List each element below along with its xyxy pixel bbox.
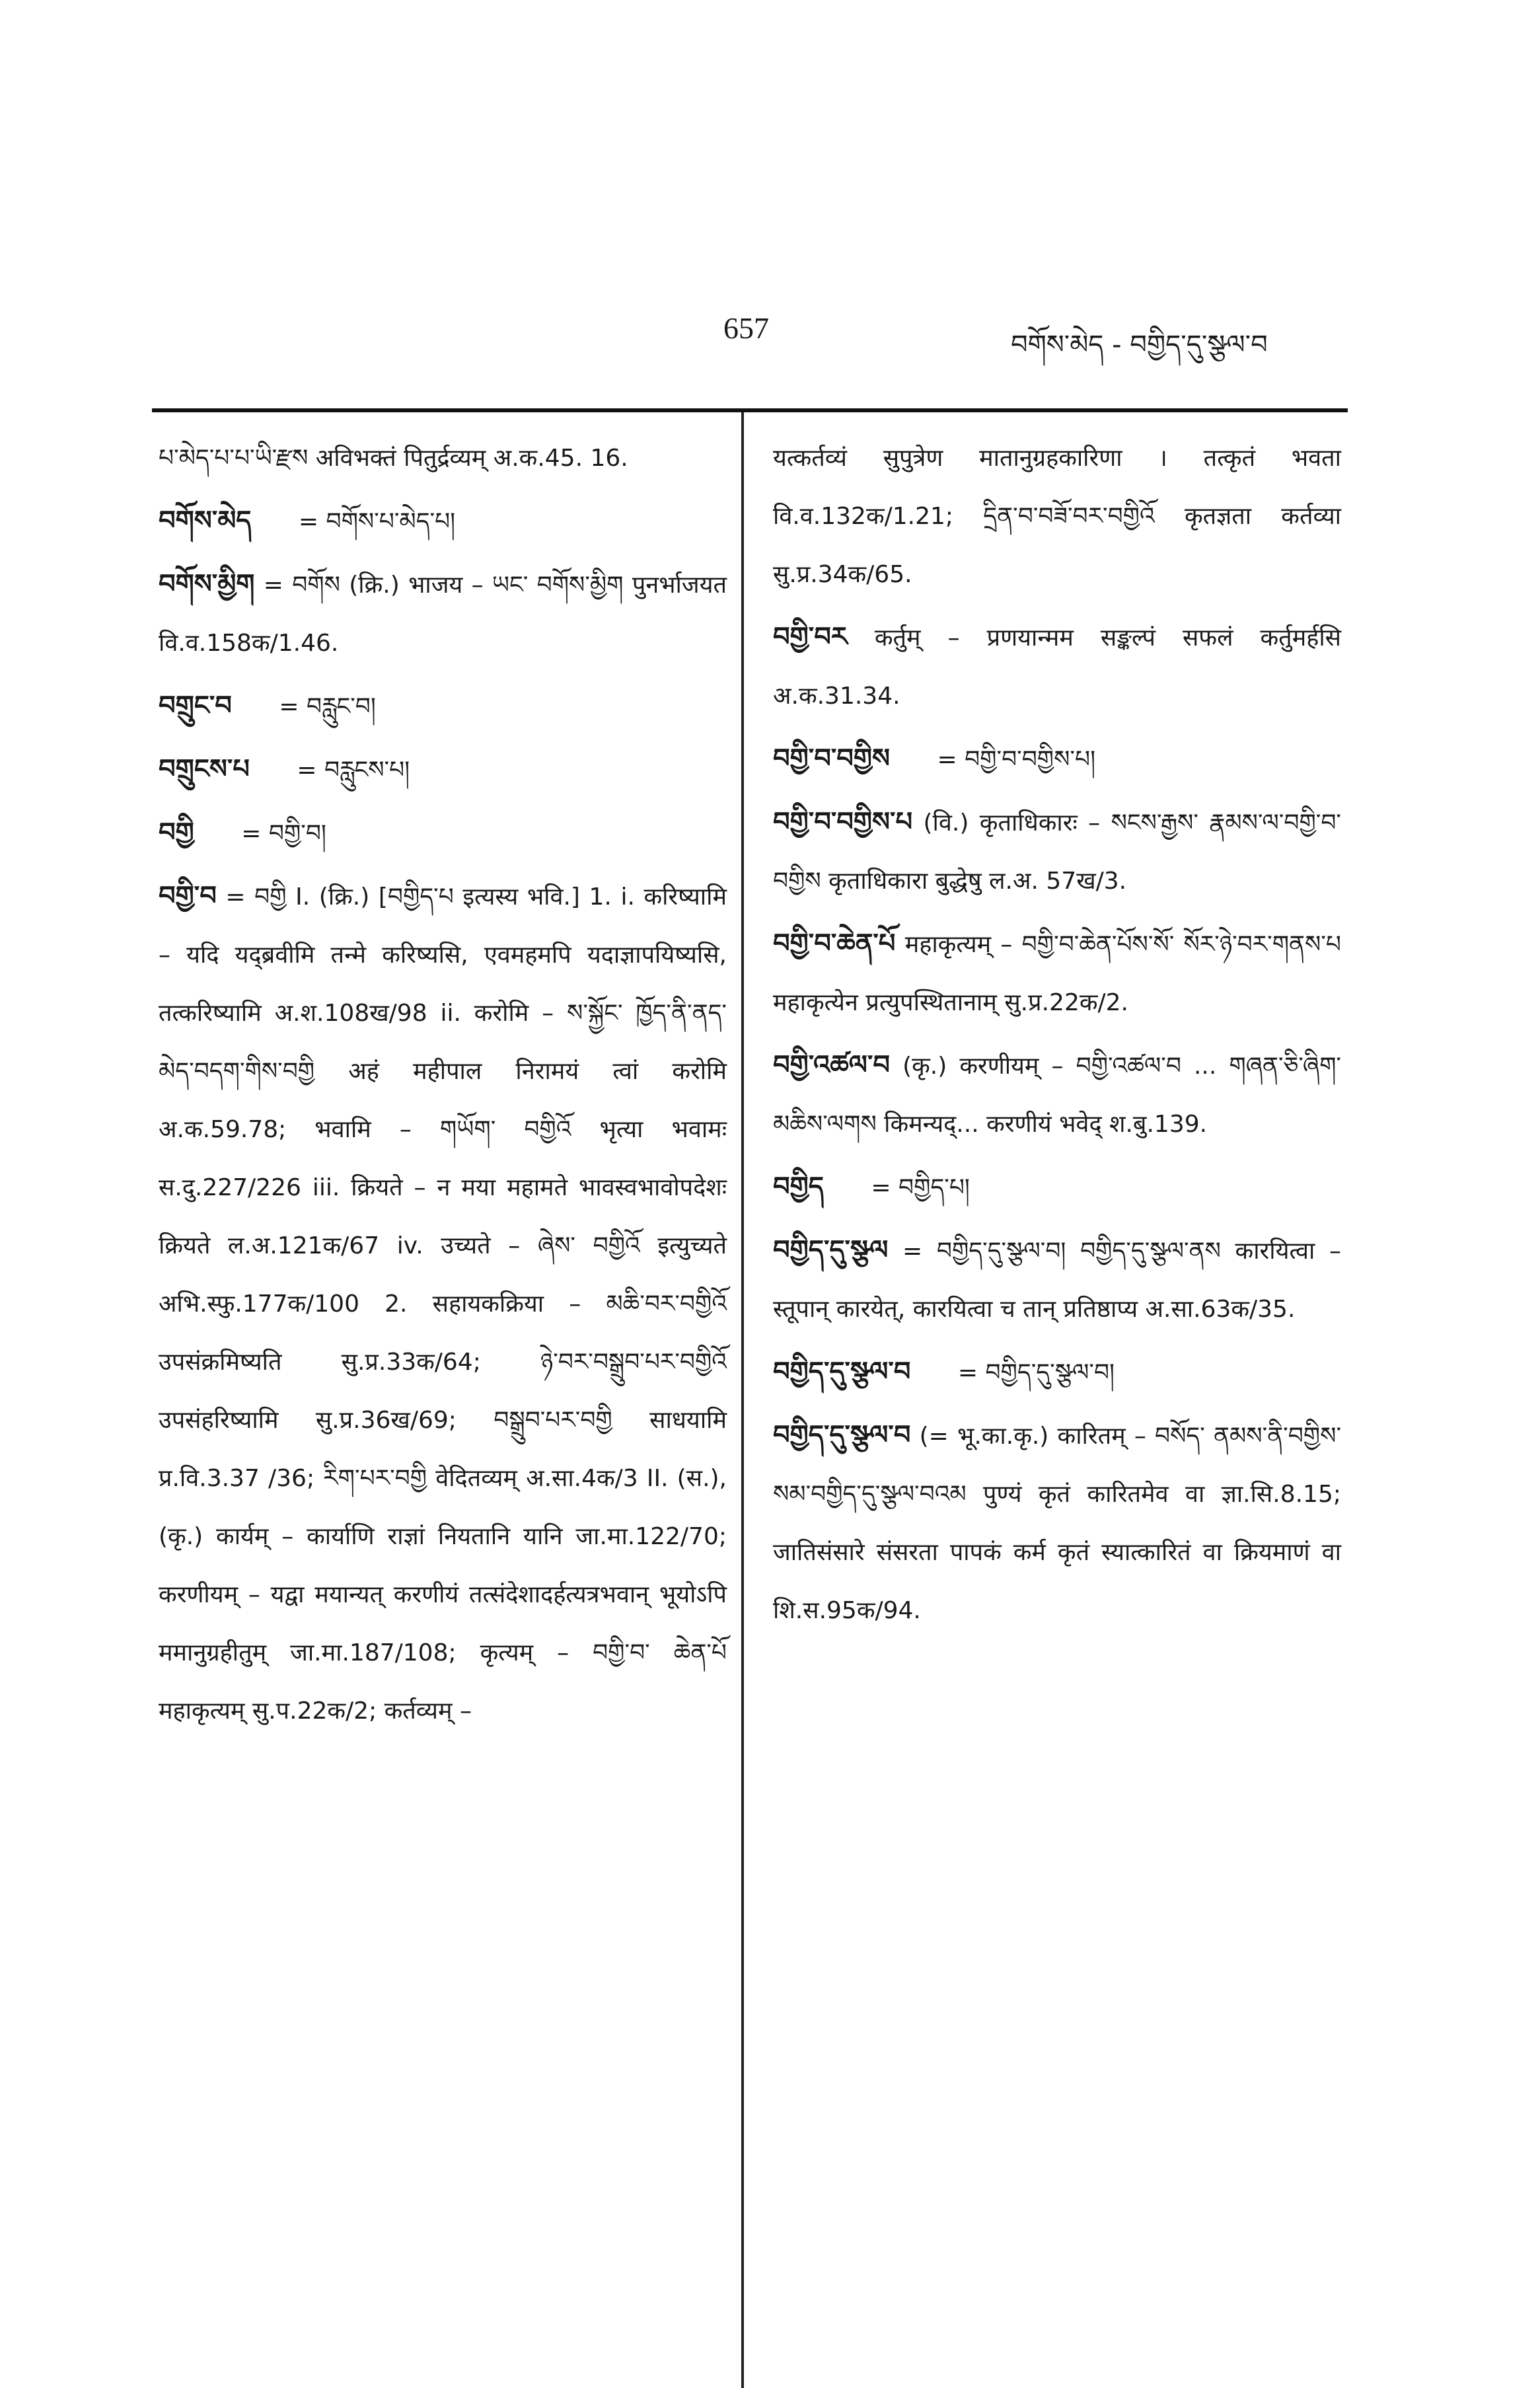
entry-text: = བགོས (क्रि.) भाजय – ཡང་ བགོས་མྱིག पुनर्भाजयत वि.व.158क/1.46. [159,572,727,657]
headword: བགྲུངས་པ [159,754,250,784]
headword: བགྱི [159,817,194,848]
dictionary-entry [159,803,727,863]
headword: བགྱིད་དུ་སྩལ་བ [773,1357,911,1387]
headword: བགྱིད་དུ་སྩལ [773,1235,889,1265]
dictionary-entry [773,429,1341,604]
dictionary-entry [773,793,1341,911]
entry-text: = བགྱིད་དུ་སྩལ་བ། བགྱིད་དུ་སྩལ་ནས कारयित्वा – स्तूपान् कारयेत्, कारयित्वा च तान् प्रतिष्ठाप्य अ.सा.63क/35. [773,1238,1341,1323]
entry-text: = བགྱི I. (क्रि.) [བགྱིད་པ इत्यस्य भवि.] 1. i. करिष्यामि – यदि यद्ब्रवीमि तन्मे करिष्यसि, एवमहमपि यदाज्ञापयिष्यसि, तत्करिष्यामि अ.श.108ख/98 ii. करोमि – ས་སྐྱོང་ ཁྱོད་ནི་ནད་མེད་བདག་གིས་བགྱི अहं महीपाल निरामयं त्वां करोमि अ.क.59.78; भवामि – གཡོག་ བགྱིའོ भृत्या भवामः स.दु.227/226 iii. क्रियते – न मया महामते भावस्वभावोपदेशः क्रियते ल.अ.121क/67 iv. उच्यते – ཞེས་ བགྱིའོ इत्युच्यते अभि.स्फु.177क/100 2. सहायकक्रिया – མཆི་བར་བགྱིའོ उपसंक्रमिष्यति सु.प्र.33क/64; ཉེ་བར་བསྒྲུབ་པར་བགྱིའོ उपसंहरिष्यामि सु.प्र.36ख/69; བསྒྲུབ་པར་བགྱི साधयामि प्र.वि.3.37 /36; རིག་པར་བགྱི वेदितव्यम् अ.सा.4क/3 II. (स.), (कृ.) कार्यम् – कार्याणि राज्ञां नियतानि यानि जा.मा.122/70; करणीयम् – यद्वा मयान्यत् करणीयं तत्संदेशादर्हत्यत्रभवान् भूयोऽपि ममानुग्रहीतुम् जा.मा.187/108; कृत्यम् – བགྱི་བ་ ཆེན་པོ महाकृत्यम् सु.प.22क/2; कर्तव्यम् – [159,883,727,1725]
headword: བགྱི་བ [159,881,217,911]
headword: བགྱིད [773,1172,824,1202]
dictionary-entry [773,914,1341,1032]
dictionary-entry [159,867,727,1740]
headword: བགྲུང་བ [159,690,232,721]
entry-text: कर्तुम् – प्रणयान्मम सङ्कल्पं सफलं कर्तुमर्हसि अ.क.31.34. [773,624,1341,710]
dictionary-entry [159,429,727,488]
dictionary-entry [159,740,727,800]
entry-text: (कृ.) करणीयम् – བགྱི་འཚལ་བ ... གཞན་ཅི་ཞིག་མཆིས་ལགས किमन्यद्... करणीयं भवेद् श.बु.139. [773,1053,1341,1138]
entry-text: = བགྱིད་པ། [871,1174,970,1201]
entry-text: (= भू.का.कृ.) कारितम् – བསོད་ ནམས་ནི་བགྱིས་སམ་བགྱིད་དུ་སྩལ་བའམ पुण्यं कृतं कारितमेव वा ज्ञा.सि.8.15; जातिसंसारे संसरता पापकं कर्म कृतं स्यात्कारितं वा क्रियमाणं वा शि.स.95क/94. [773,1423,1341,1624]
entry-text: = བགྱི་བ། [241,820,326,847]
dictionary-entry [773,1158,1341,1217]
headword: བགོས་མྱིག [159,569,255,599]
entry-text: महाकृत्यम् – བགྱི་བ་ཆེན་པོས་སོ་ སོར་ཉེ་བར་གནས་པ महाकृत्येन प्रत्युपस्थितानाम् सु.प्र.22क/2. [773,931,1341,1016]
entry-text: = བགྱིད་དུ་སྩལ་བ། [957,1359,1115,1386]
dictionary-entry [773,1343,1341,1402]
entry-text: = བགོས་པ་མེད་པ། [298,508,456,535]
dictionary-entry [773,729,1341,789]
page-number: 657 [723,311,769,345]
headword: བགྱི་བ་ཆེན་པོ [773,928,896,959]
entry-text: = བརླུངས་པ། [297,757,410,784]
dictionary-entry [773,1406,1341,1640]
dictionary-entry [159,555,727,673]
headword: བགོས་མེད [159,505,252,536]
headword: བགྱི་བར [773,622,848,652]
headword: བགྱི་བ་བགྱིས་པ [773,807,913,837]
column-divider [741,412,744,2388]
headword: བགྱི་བ་བགྱིས [773,743,891,774]
dictionary-entry [773,608,1341,726]
running-head: བགོས་མེད - བགྱིད་དུ་སྩལ་བ [1011,330,1268,360]
left-column [159,429,727,1744]
dictionary-entry [159,492,727,551]
page-header [0,311,1540,363]
dictionary-entry [773,1221,1341,1339]
dictionary-entry [773,1036,1341,1154]
entry-text: = བརླུང་བ། [279,693,376,720]
headword: བགྱི་འཚལ་བ [773,1050,890,1080]
right-column [773,429,1341,1644]
header-rule [152,408,1348,412]
dictionary-entry [159,677,727,736]
entry-text: यत्कर्तव्यं सुपुत्रेण मातानुग्रहकारिणा । तत्कृतं भवता वि.व.132क/1.21; དྲིན་བ་བཟོ་བར་བགྱིའོ कृतज्ञता कर्तव्या सु.प्र.34क/65. [773,445,1341,588]
entry-text: = བགྱི་བ་བགྱིས་པ། [937,746,1096,773]
entry-text: (वि.) कृताधिकारः – སངས་རྒྱས་ རྣམས་ལ་བགྱི་བ་བགྱིས कृताधिकारा बुद्धेषु ल.अ. 57ख/3. [773,809,1341,895]
headword: བགྱིད་དུ་སྩལ་བ [773,1420,911,1450]
entry-text: པ་མེད་པ་པ་ཡི་རྫས अविभक्तं पितुर्द्रव्यम् अ.क.45. 16. [159,445,628,472]
